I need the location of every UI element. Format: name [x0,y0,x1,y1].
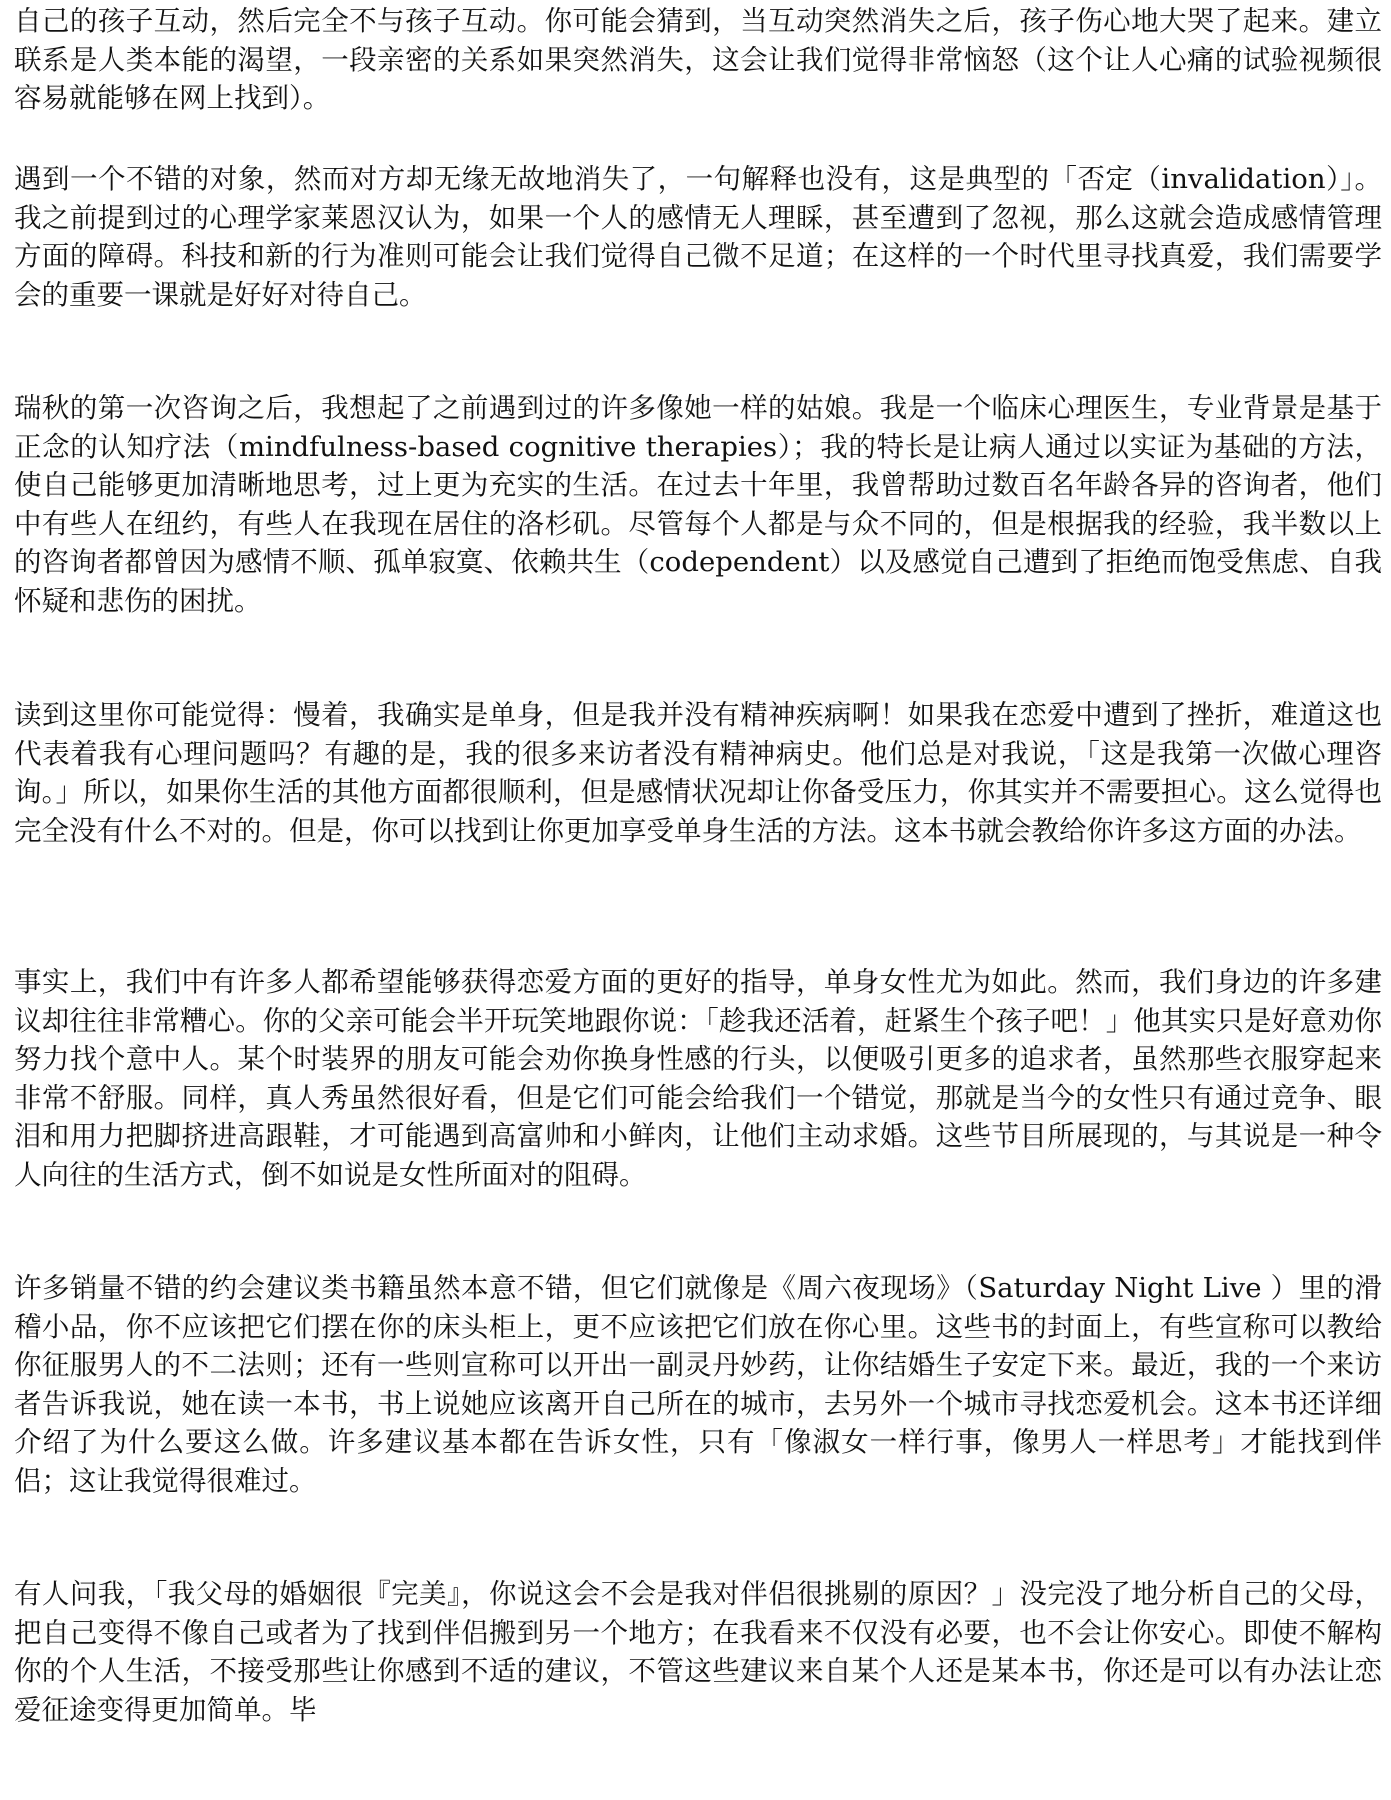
paragraph-4: 读到这里你可能觉得：慢着，我确实是单身，但是我并没有精神疾病啊！如果我在恋爱中遭到了挫折，难道这也代表着我有心理问题吗？有趣的是，我的很多来访者没有精神病史。他们总是对我说，「这是我第一次做心理咨询。」所以，如果你生活的其他方面都很顺利，但是感情状况却让你备受压力，你其实并不需要担心。这么觉得也完全没有什么不对的。但是，你可以找到让你更加享受单身生活的方法。这本书就会教给你许多这方面的办法。 [14,699,1382,847]
paragraph-6: 许多销量不错的约会建议类书籍虽然本意不错，但它们就像是《周六夜现场》（Saturday Night Live ）里的滑稽小品，你不应该把它们摆在你的床头柜上，更不应该把它们放在你心里。这些书的封面上，有些宣称可以教给你征服男人的不二法则；还有一些则宣称可以开出一副灵丹妙药，让你结婚生子安定下来。最近，我的一个来访者告诉我说，她在读一本书，书上说她应该离开自己所在的城市，去另外一个城市寻找恋爱机会。这本书还详细介绍了为什么要这么做。许多建议基本都在告诉女性，只有「像淑女一样行事，像男人一样思考」才能找到伴侣；这让我觉得很难过。 [14,1272,1382,1497]
paragraph-1: 自己的孩子互动，然后完全不与孩子互动。你可能会猜到，当互动突然消失之后，孩子伤心地大哭了起来。建立联系是人类本能的渴望，一段亲密的关系如果突然消失，这会让我们觉得非常恼怒（这个让人心痛的试验视频很容易就能够在网上找到）。 [14,5,1382,114]
paragraph-3: 瑞秋的第一次咨询之后，我想起了之前遇到过的许多像她一样的姑娘。我是一个临床心理医生，专业背景是基于正念的认知疗法（mindfulness-based cognitive therapies）；我的特长是让病人通过以实证为基础的方法，使自己能够更加清晰地思考，过上更为充实的生活。在过去十年里，我曾帮助过数百名年龄各异的咨询者，他们中有些人在纽约，有些人在我现在居住的洛杉矶。尽管每个人都是与众不同的，但是根据我的经验，我半数以上的咨询者都曾因为感情不顺、孤单寂寞、依赖共生（codependent）以及感觉自己遭到了拒绝而饱受焦虑、自我怀疑和悲伤的困扰。 [14,392,1382,617]
paragraph-7: 有人问我，「我父母的婚姻很『完美』，你说这会不会是我对伴侣很挑剔的原因？」没完没了地分析自己的父母，把自己变得不像自己或者为了找到伴侣搬到另一个地方；在我看来不仅没有必要，也不会让你安心。即使不解构你的个人生活，不接受那些让你感到不适的建议，不管这些建议来自某个人还是某本书，你还是可以有办法让恋爱征途变得更加简单。毕 [14,1578,1382,1726]
paragraph-5: 事实上，我们中有许多人都希望能够获得恋爱方面的更好的指导，单身女性尤为如此。然而，我们身边的许多建议却往往非常糟心。你的父亲可能会半开玩笑地跟你说：「趁我还活着，赶紧生个孩子吧！」他其实只是好意劝你努力找个意中人。某个时装界的朋友可能会劝你换身性感的行头，以便吸引更多的追求者，虽然那些衣服穿起来非常不舒服。同样，真人秀虽然很好看，但是它们可能会给我们一个错觉，那就是当今的女性只有通过竞争、眼泪和用力把脚挤进高跟鞋，才可能遇到高富帅和小鲜肉，让他们主动求婚。这些节目所展现的，与其说是一种令人向往的生活方式，倒不如说是女性所面对的阻碍。 [14,966,1382,1191]
book-page [14,0,1382,1800]
paragraph-2: 遇到一个不错的对象，然而对方却无缘无故地消失了，一句解释也没有，这是典型的「否定（invalidation）」。我之前提到过的心理学家莱恩汉认为，如果一个人的感情无人理睬，甚至遭到了忽视，那么这就会造成感情管理方面的障碍。科技和新的行为准则可能会让我们觉得自己微不足道；在这样的一个时代里寻找真爱，我们需要学会的重要一课就是好好对待自己。 [14,163,1382,311]
